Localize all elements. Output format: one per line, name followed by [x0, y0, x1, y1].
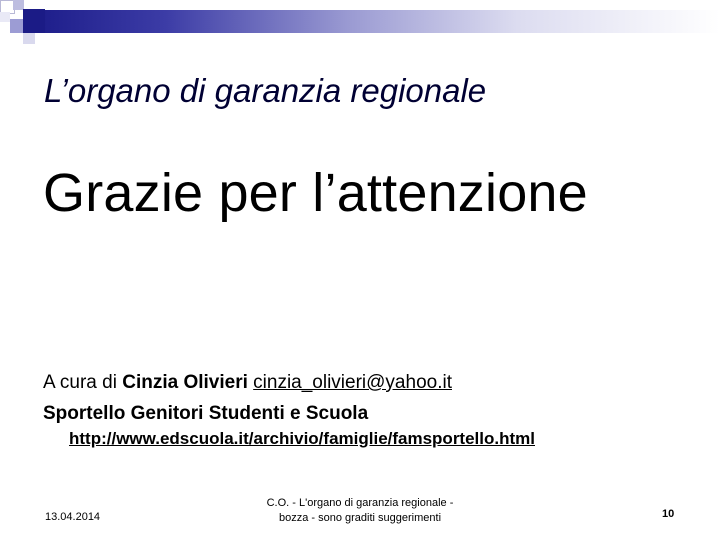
footer-date: 13.04.2014: [45, 511, 101, 523]
email-link[interactable]: cinzia_olivieri@yahoo.it: [253, 372, 452, 393]
decor-square: [0, 12, 10, 22]
page-number: 10: [662, 508, 675, 520]
organization-name: Sportello Genitori Studenti e Scuola: [43, 403, 369, 424]
author-name: Cinzia Olivieri: [122, 372, 248, 393]
decor-square: [23, 33, 35, 44]
footer-caption-line-2: bozza - sono graditi suggerimenti: [278, 512, 442, 524]
decor-square: [23, 9, 45, 33]
footer-caption-line-1: C.O. - L'organo di garanzia regionale -: [266, 497, 454, 509]
footer-caption: [245, 496, 475, 526]
header-gradient-bar: [44, 10, 720, 33]
credit-prefix: A cura di: [43, 372, 123, 393]
credit-line: [43, 372, 452, 394]
website-link[interactable]: http://www.edscuola.it/archivio/famiglie/famsportello.html: [69, 429, 535, 448]
decor-square: [10, 19, 24, 33]
slide-title: L’organo di garanzia regionale: [44, 72, 487, 109]
thanks-heading: Grazie per l’attenzione: [43, 163, 588, 223]
decorative-header-band: [0, 0, 720, 44]
